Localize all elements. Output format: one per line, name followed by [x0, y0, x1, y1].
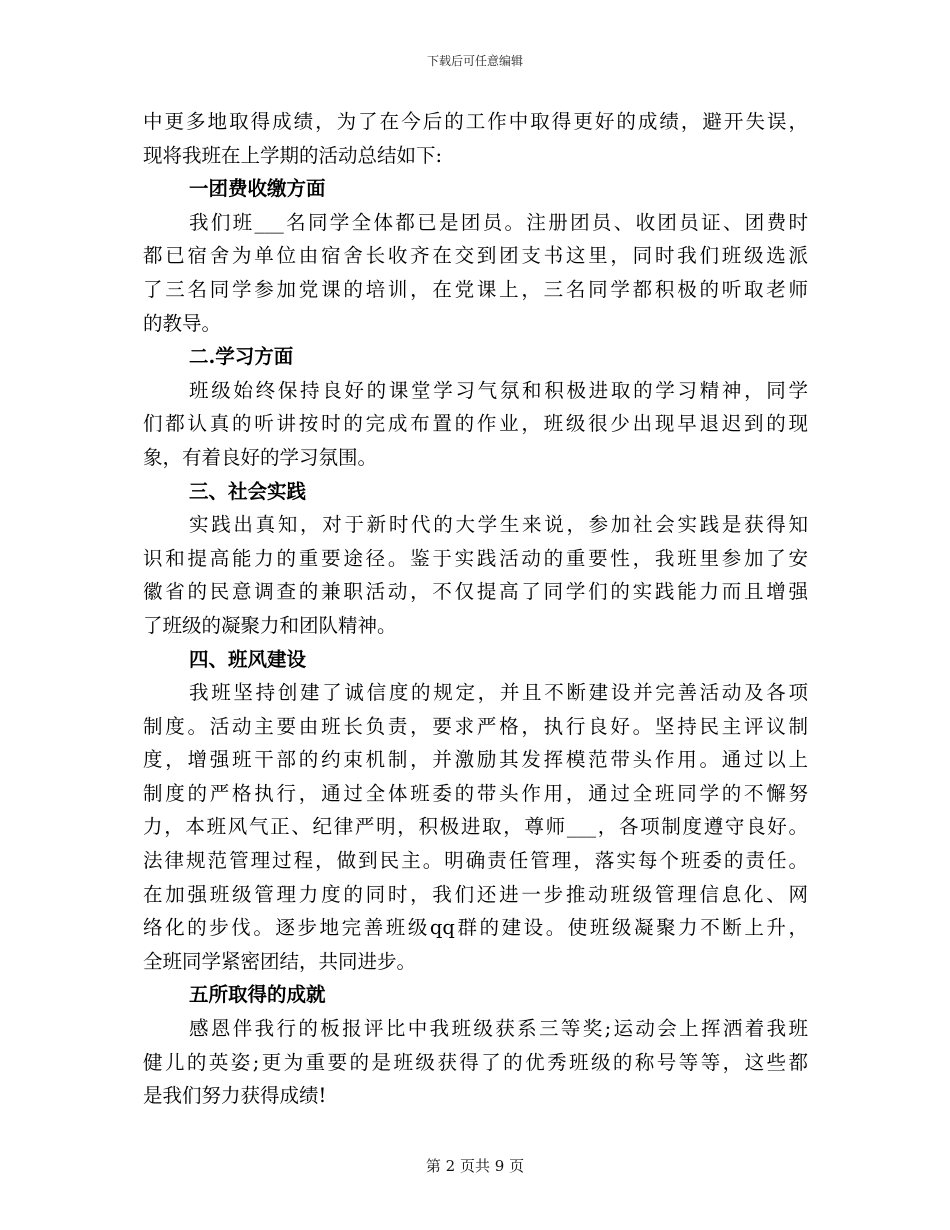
paragraph-line: 中更多地取得成绩，为了在今后的工作中取得更好的成绩，避开失误，	[143, 110, 808, 133]
paragraph-line: 力，本班风气正、纪律严明，积极进取，尊师___，各项制度遵守良好。	[143, 815, 808, 839]
section-heading: 一团费收缴方面	[189, 177, 326, 201]
paragraph-line: 制度。活动主要由班长负责，要求严格，执行良好。坚持民主评议制	[143, 714, 808, 738]
paragraph-line: 是我们努力获得成绩!	[143, 1084, 327, 1108]
paragraph-line: 在加强班级管理力度的同时，我们还进一步推动班级管理信息化、网	[143, 882, 808, 906]
document-body	[143, 105, 808, 1113]
paragraph-line: 们都认真的听讲按时的完成布置的作业，班级很少出现早退迟到的现	[143, 412, 808, 436]
paragraph-line: 现将我班在上学期的活动总结如下:	[143, 143, 443, 167]
paragraph-line: 的教导。	[143, 311, 222, 335]
section-heading: 三、社会实践	[189, 479, 307, 503]
section-heading: 二.学习方面	[189, 345, 294, 369]
paragraph-line: 都已宿舍为单位由宿舍长收齐在交到团支书这里，同时我们班级选派	[143, 244, 808, 268]
paragraph-line: 法律规范管理过程，做到民主。明确责任管理，落实每个班委的责任。	[143, 849, 808, 873]
section-heading: 五所取得的成就	[189, 983, 326, 1007]
paragraph-line: 我班坚持创建了诚信度的规定，并且不断建设并完善活动及各项	[189, 681, 808, 705]
paragraph-line: 班级始终保持良好的课堂学习气氛和积极进取的学习精神，同学	[189, 378, 808, 402]
paragraph-line: 络化的步伐。逐步地完善班级qq群的建设。使班级凝聚力不断上升，	[143, 916, 808, 940]
paragraph-line: 实践出真知，对于新时代的大学生来说，参加社会实践是获得知	[189, 513, 808, 537]
header-note: 下载后可任意编辑	[426, 54, 523, 68]
paragraph-line: 了三名同学参加党课的培训，在党课上，三名同学都积极的听取老师	[143, 277, 808, 301]
paragraph-line: 了班级的凝聚力和团队精神。	[143, 613, 397, 637]
paragraph-line: 全班同学紧密团结，共同进步。	[143, 949, 417, 973]
paragraph-line: 象，有着良好的学习氛围。	[143, 445, 378, 469]
paragraph-line: 我们班___名同学全体都已是团员。注册团员、收团员证、团费时	[189, 210, 808, 234]
paragraph-line: 徽省的民意调查的兼职活动，不仅提高了同学们的实践能力而且增强	[143, 580, 808, 604]
paragraph-line: 识和提高能力的重要途径。鉴于实践活动的重要性，我班里参加了安	[143, 546, 808, 570]
paragraph-line: 度，增强班干部的约束机制，并激励其发挥模范带头作用。通过以上	[143, 748, 808, 772]
paragraph-line: 制度的严格执行，通过全体班委的带头作用，通过全班同学的不懈努	[143, 781, 808, 805]
page-number-footer: 第 2 页共 9 页	[425, 1157, 525, 1175]
section-heading: 四、班风建设	[189, 647, 307, 671]
paragraph-line: 感恩伴我行的板报评比中我班级获系三等奖;运动会上挥洒着我班	[189, 1017, 808, 1041]
paragraph-line: 健儿的英姿;更为重要的是班级获得了的优秀班级的称号等等，这些都	[143, 1050, 808, 1074]
